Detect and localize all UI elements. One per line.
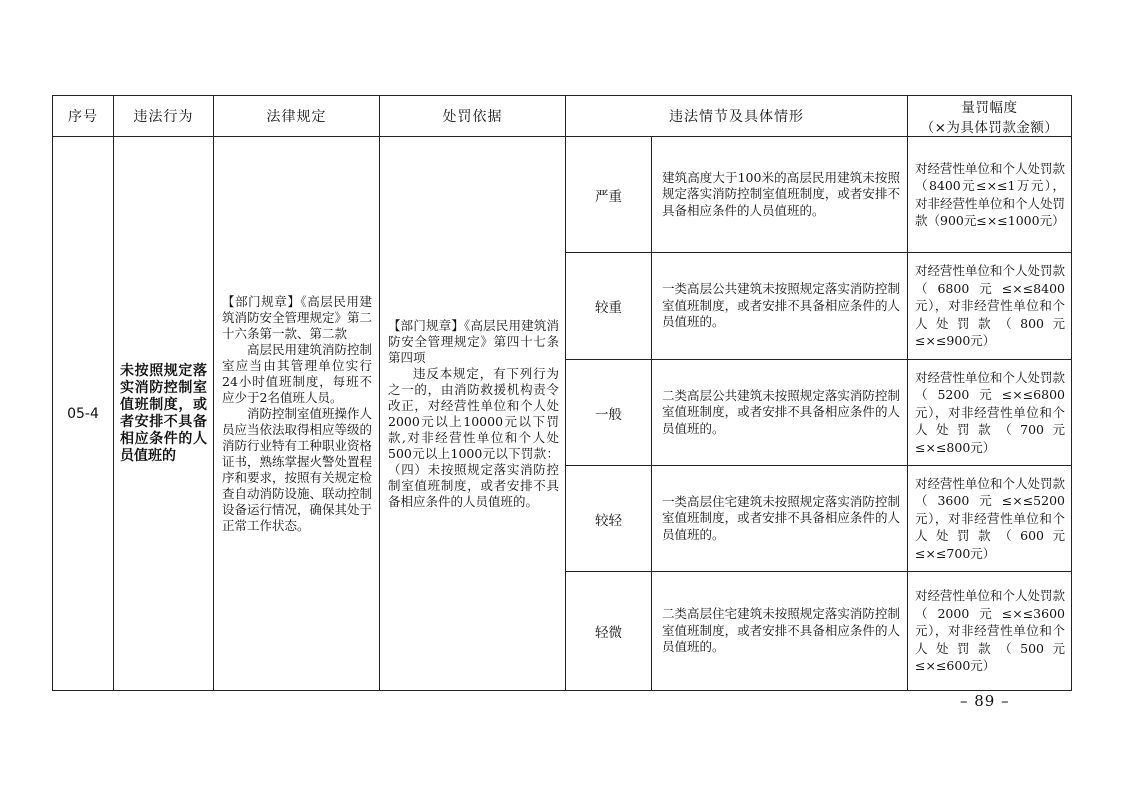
header-penalty: [908, 96, 1072, 137]
penalty-standard-table: [52, 95, 1072, 691]
level-situation: 建筑高度大于100米的高层民用建筑未按照规定落实消防控制室值班制度，或者安排不具备相应条件的人员值班的。: [652, 137, 908, 253]
basis-clause: 违反本规定，有下列行为之一的，由消防救援机构责令改正，对经营性单位和个人处2000元以上10000元以下罚款,对非经营性单位和个人处500元以上1000元以下罚款：（四）未按照规定落实消防控制室值班制度，或者安排不具备相应条件的人员值班的。: [388, 365, 559, 509]
table-row: [53, 137, 1072, 253]
header-penalty-title: 量罚幅度: [961, 100, 1018, 116]
level-label: 严重: [566, 137, 652, 253]
level-penalty: 对经营性单位和个人处罚款（8400元≤×≤1万元），对非经营性单位和个人处罚款（900元≤×≤1000元）: [908, 137, 1072, 253]
header-act: 违法行为: [114, 96, 214, 137]
basis-source: 【部门规章】《高层民用建筑消防安全管理规定》第四十七条第四项: [388, 317, 559, 365]
header-basis: 处罚依据: [380, 96, 566, 137]
level-situation: 二类高层公共建筑未按照规定落实消防控制室值班制度，或者安排不具备相应条件的人员值班的。: [652, 360, 908, 466]
row-act: 未按照规定落实消防控制室值班制度，或者安排不具备相应条件的人员值班的: [114, 137, 214, 691]
law-source: 【部门规章】《高层民用建筑消防安全管理规定》第二十六条第一款、第二款: [222, 293, 373, 341]
level-label: 一般: [566, 360, 652, 466]
header-situation: 违法情节及具体情形: [566, 96, 908, 137]
row-basis: [380, 137, 566, 691]
header-row: [53, 96, 1072, 137]
level-situation: 二类高层住宅建筑未按照规定落实消防控制室值班制度，或者安排不具备相应条件的人员值班的。: [652, 572, 908, 691]
level-situation: 一类高层公共建筑未按照规定落实消防控制室值班制度，或者安排不具备相应条件的人员值班的。: [652, 253, 908, 360]
level-penalty: 对经营性单位和个人处罚款（6800元≤×≤8400元），对非经营性单位和个人处罚款（800元≤×≤900元）: [908, 253, 1072, 360]
level-penalty: 对经营性单位和个人处罚款（5200元≤×≤6800元），对非经营性单位和个人处罚款（700元≤×≤800元）: [908, 360, 1072, 466]
row-seq: 05-4: [53, 137, 114, 691]
level-label: 较轻: [566, 466, 652, 572]
level-label: 较重: [566, 253, 652, 360]
level-label: 轻微: [566, 572, 652, 691]
header-penalty-note: （×为具体罚款金额）: [920, 120, 1059, 136]
level-penalty: 对经营性单位和个人处罚款（2000元≤×≤3600元），对非经营性单位和个人处罚款（500元≤×≤600元）: [908, 572, 1072, 691]
law-clause-2: 消防控制室值班操作人员应当依法取得相应等级的消防行业特有工种职业资格证书，熟练掌握火警处置程序和要求，按照有关规定检查自动消防设施、联动控制设备运行情况，确保其处于正常工作状态。: [222, 405, 373, 533]
page-number: – 89 –: [960, 692, 1010, 710]
law-clause-1: 高层民用建筑消防控制室应当由其管理单位实行24小时值班制度，每班不应少于2名值班人员。: [222, 341, 373, 405]
header-law: 法律规定: [214, 96, 380, 137]
level-penalty: 对经营性单位和个人处罚款（3600元≤×≤5200元），对非经营性单位和个人处罚款（600元≤×≤700元）: [908, 466, 1072, 572]
header-seq: 序号: [53, 96, 114, 137]
row-law: [214, 137, 380, 691]
level-situation: 一类高层住宅建筑未按照规定落实消防控制室值班制度，或者安排不具备相应条件的人员值班的。: [652, 466, 908, 572]
